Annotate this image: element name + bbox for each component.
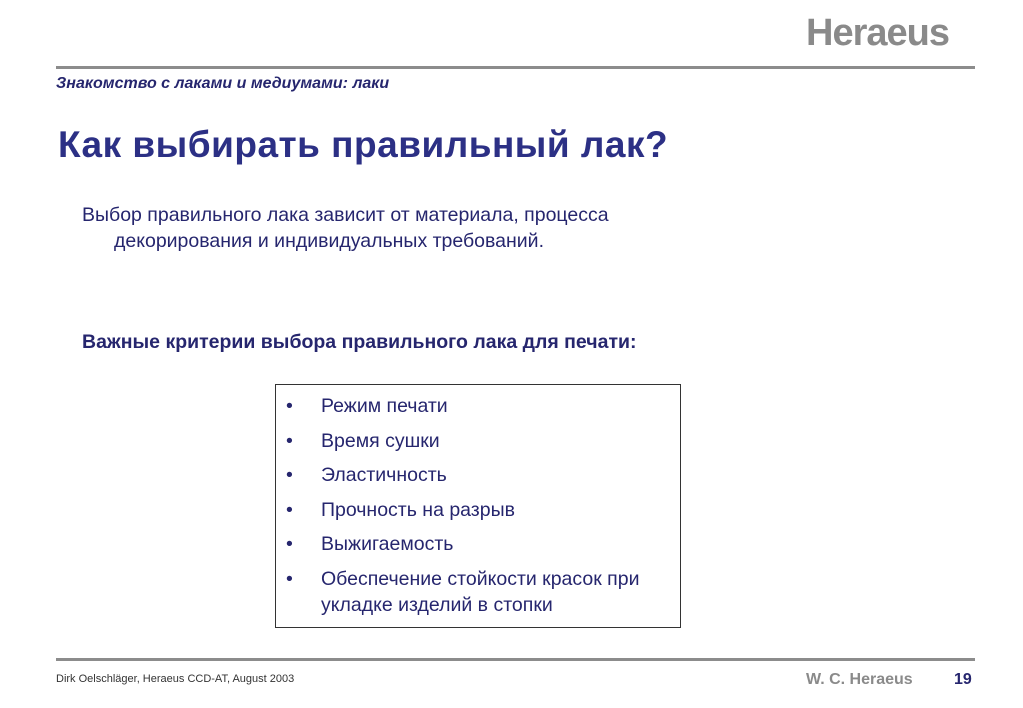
criteria-list <box>276 385 680 618</box>
footer-company: W. C. Heraeus <box>806 671 913 688</box>
list-item <box>276 462 680 488</box>
intro-paragraph: Выбор правильного лака зависит от материала, процесса декорирования и индивидуальных требований. <box>82 204 609 252</box>
list-item <box>276 428 680 454</box>
bullet-icon: • <box>286 567 293 590</box>
list-item <box>276 497 680 523</box>
bullet-icon: • <box>286 429 293 452</box>
heraeus-logo: Heraeus <box>806 12 949 54</box>
header-divider <box>56 66 975 69</box>
criteria-label: Прочность на разрыв <box>321 498 515 521</box>
criteria-heading: Важные критерии выбора правильного лака для печати: <box>82 331 637 353</box>
footer-author: Dirk Oelschläger, Heraeus CCD-AT, August 2003 <box>56 673 295 685</box>
slide-title: Как выбирать правильный лак? <box>58 124 669 165</box>
criteria-label: Время сушки <box>321 429 440 452</box>
page-number: 19 <box>954 671 972 688</box>
list-item <box>276 531 680 557</box>
footer-divider <box>56 658 975 661</box>
bullet-icon: • <box>286 498 293 521</box>
bullet-icon: • <box>286 395 293 417</box>
bullet-icon: • <box>286 533 293 555</box>
list-item <box>276 393 680 419</box>
list-item <box>276 566 680 618</box>
criteria-label: Выжигаемость <box>321 533 454 555</box>
criteria-label: Эластичность <box>321 464 447 486</box>
criteria-box <box>275 384 681 628</box>
criteria-label: Режим печати <box>321 395 448 417</box>
section-subtitle: Знакомство с лаками и медиумами: лаки <box>56 75 390 92</box>
bullet-icon: • <box>286 464 293 486</box>
criteria-label: Обеспечение стойкости красок при укладке изделий в стопки <box>321 567 640 616</box>
